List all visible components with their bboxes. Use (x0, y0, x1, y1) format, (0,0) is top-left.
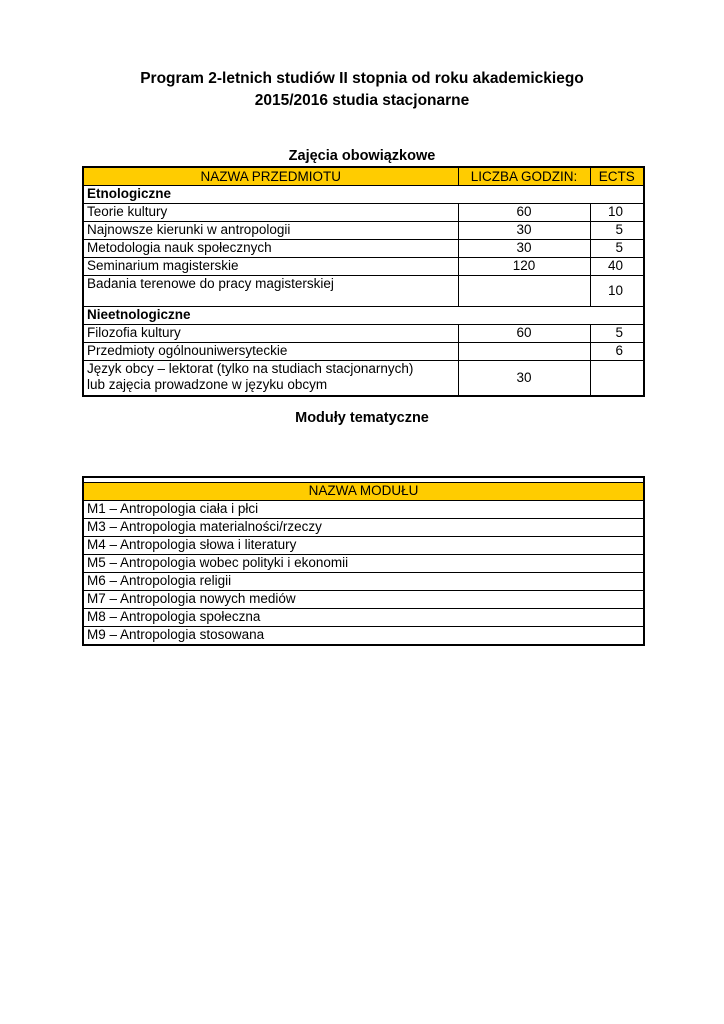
course-hours: 30 (458, 222, 590, 240)
group-row-etnologiczne (83, 186, 644, 204)
table-header-row (83, 483, 644, 501)
course-ects: 6 (590, 343, 644, 361)
course-ects: 5 (590, 240, 644, 258)
course-name: Przedmioty ogólnouniwersyteckie (83, 343, 458, 361)
page-title-line-1: Program 2-letnich studiów II stopnia od roku akademickiego (140, 70, 584, 87)
table-row (83, 501, 644, 519)
module-name: M9 – Antropologia stosowana (83, 627, 644, 646)
module-name: M8 – Antropologia społeczna (83, 609, 644, 627)
course-ects (590, 361, 644, 397)
module-name: M6 – Antropologia religii (83, 573, 644, 591)
course-name-line-2: lub zajęcia prowadzone w języku obcym (87, 377, 328, 392)
course-ects: 10 (590, 204, 644, 222)
table-row (83, 609, 644, 627)
course-hours: 60 (458, 325, 590, 343)
column-header-ects: ECTS (590, 167, 644, 186)
course-hours: 30 (458, 240, 590, 258)
table-row (83, 343, 644, 361)
thematic-modules-heading: Moduły tematyczne (295, 410, 429, 426)
module-name: M3 – Antropologia materialności/rzeczy (83, 519, 644, 537)
column-header-module-name: NAZWA MODUŁU (83, 483, 644, 501)
module-name: M4 – Antropologia słowa i literatury (83, 537, 644, 555)
table-row (83, 240, 644, 258)
course-ects: 40 (590, 258, 644, 276)
table-row (83, 204, 644, 222)
table-row (83, 555, 644, 573)
table-row (83, 222, 644, 240)
module-name: M7 – Antropologia nowych mediów (83, 591, 644, 609)
course-hours (458, 276, 590, 307)
group-label: Nieetnologiczne (83, 307, 644, 325)
mandatory-courses-heading: Zajęcia obowiązkowe (288, 148, 436, 164)
course-name: Filozofia kultury (83, 325, 458, 343)
thematic-modules-table (82, 476, 645, 646)
group-row-nieetnologiczne (83, 307, 644, 325)
column-header-hours: LICZBA GODZIN: (458, 167, 590, 186)
module-name: M1 – Antropologia ciała i płci (83, 501, 644, 519)
course-hours: 30 (458, 361, 590, 397)
table-row (83, 537, 644, 555)
course-hours (458, 343, 590, 361)
table-row (83, 591, 644, 609)
table-row (83, 258, 644, 276)
table-row (83, 573, 644, 591)
column-header-name: NAZWA PRZEDMIOTU (83, 167, 458, 186)
table-header-row (83, 167, 644, 186)
course-name: Metodologia nauk społecznych (83, 240, 458, 258)
table-row (83, 361, 644, 397)
table-row (83, 627, 644, 646)
module-name: M5 – Antropologia wobec polityki i ekonomii (83, 555, 644, 573)
table-row (83, 276, 644, 307)
course-name: Badania terenowe do pracy magisterskiej (83, 276, 458, 307)
course-ects: 5 (590, 222, 644, 240)
course-name (83, 361, 458, 397)
course-name: Teorie kultury (83, 204, 458, 222)
page-title-line-2: 2015/2016 studia stacjonarne (254, 92, 470, 109)
course-name: Najnowsze kierunki w antropologii (83, 222, 458, 240)
course-ects: 5 (590, 325, 644, 343)
course-name-line-1: Język obcy – lektorat (tylko na studiach stacjonarnych) (87, 361, 414, 376)
course-name: Seminarium magisterskie (83, 258, 458, 276)
group-label: Etnologiczne (83, 186, 644, 204)
page-title (0, 68, 724, 112)
table-row (83, 519, 644, 537)
course-hours: 60 (458, 204, 590, 222)
course-ects: 10 (590, 276, 644, 307)
course-hours: 120 (458, 258, 590, 276)
table-row (83, 325, 644, 343)
mandatory-courses-table (82, 166, 645, 397)
